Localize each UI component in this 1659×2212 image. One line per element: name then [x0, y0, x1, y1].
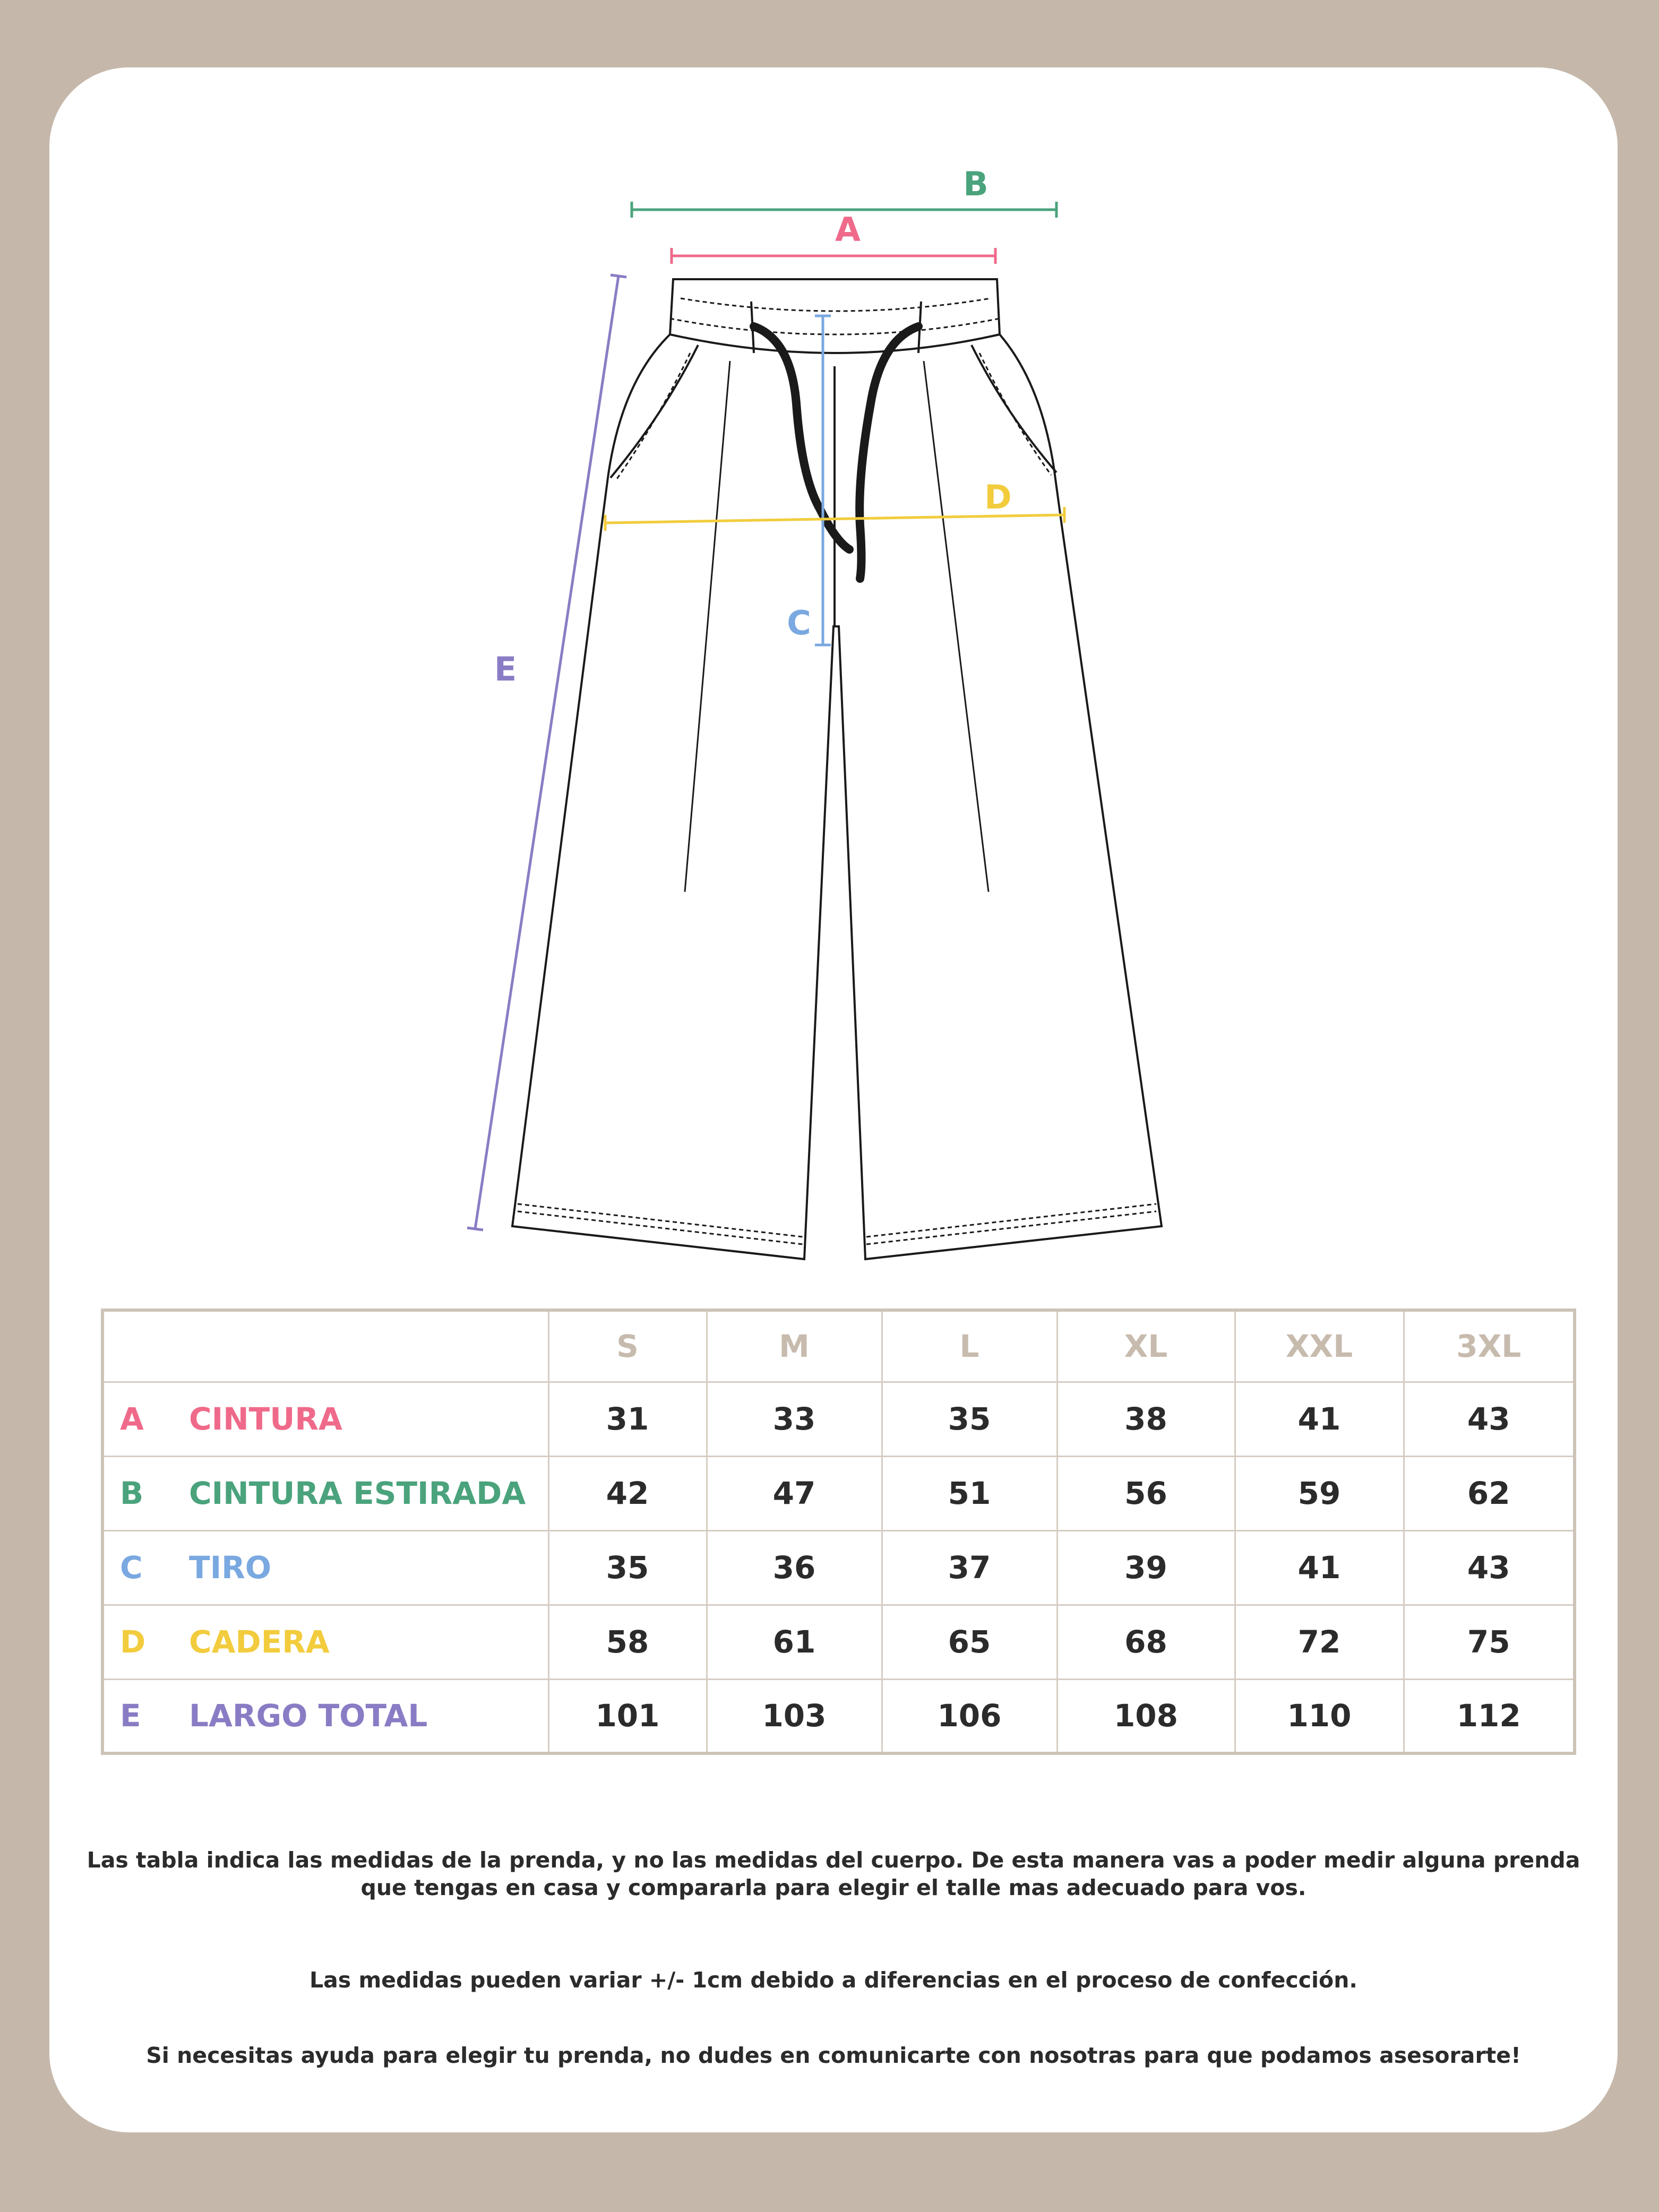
- value-cell: 35: [548, 1530, 707, 1605]
- measure-letter: E: [120, 1698, 141, 1734]
- value-cell: 36: [707, 1530, 882, 1605]
- table-corner: [102, 1310, 548, 1382]
- value-cell: 42: [548, 1456, 707, 1530]
- table-row: [102, 1605, 1575, 1679]
- value-cell: 41: [1235, 1382, 1404, 1456]
- label-b: B: [963, 165, 988, 203]
- value-cell: 38: [1057, 1382, 1235, 1456]
- value-cell: 33: [707, 1382, 882, 1456]
- measure-c-line: [815, 316, 831, 645]
- size-header: XL: [1057, 1310, 1235, 1382]
- table-row: [102, 1382, 1575, 1456]
- value-cell: 68: [1057, 1605, 1235, 1679]
- note-variation: Las medidas pueden variar +/- 1cm debido a diferencias en el proceso de confección.: [309, 1967, 1357, 1993]
- value-cell: 62: [1404, 1456, 1575, 1530]
- table-row: [102, 1456, 1575, 1530]
- value-cell: 75: [1404, 1605, 1575, 1679]
- measure-name-cell: [102, 1530, 548, 1605]
- drawstring: [754, 326, 918, 579]
- note-line: que tengas en casa y compararla para elegir el talle mas adecuado para vos.: [360, 1875, 1306, 1900]
- label-a: A: [835, 210, 861, 249]
- note-measurements: [49, 1846, 1618, 1901]
- measure-name: LARGO TOTAL: [189, 1698, 428, 1734]
- value-cell: 61: [707, 1605, 882, 1679]
- value-cell: 37: [882, 1530, 1057, 1605]
- table-header-row: [102, 1310, 1575, 1382]
- value-cell: 101: [548, 1679, 707, 1753]
- size-header: 3XL: [1404, 1310, 1575, 1382]
- value-cell: 65: [882, 1605, 1057, 1679]
- value-cell: 108: [1057, 1679, 1235, 1753]
- value-cell: 110: [1235, 1679, 1404, 1753]
- label-e: E: [494, 650, 517, 688]
- measure-e-line: [467, 275, 626, 1230]
- measure-name-cell: [102, 1382, 548, 1456]
- size-table: [101, 1309, 1576, 1755]
- measure-name-cell: [102, 1456, 548, 1530]
- size-header: XXL: [1235, 1310, 1404, 1382]
- measure-letter: B: [120, 1475, 144, 1511]
- measure-name-cell: [102, 1605, 548, 1679]
- measure-name: TIRO: [189, 1550, 272, 1586]
- value-cell: 39: [1057, 1530, 1235, 1605]
- value-cell: 106: [882, 1679, 1057, 1753]
- table-row: [102, 1679, 1575, 1753]
- value-cell: 31: [548, 1382, 707, 1456]
- size-header: S: [548, 1310, 707, 1382]
- size-header: L: [882, 1310, 1057, 1382]
- measure-letter: A: [120, 1401, 144, 1437]
- value-cell: 41: [1235, 1530, 1404, 1605]
- measure-letter: C: [120, 1550, 143, 1586]
- note-line: Las tabla indica las medidas de la prenda, y no las medidas del cuerpo. De esta manera vas a poder medir alguna prenda: [87, 1847, 1580, 1873]
- measure-name-cell: [102, 1679, 548, 1753]
- value-cell: 51: [882, 1456, 1057, 1530]
- note-help: Si necesitas ayuda para elegir tu prenda, no dudes en comunicarte con nosotras para que podamos asesorarte!: [146, 2043, 1521, 2068]
- pants-outline: [512, 279, 1162, 1259]
- measure-name: CINTURA: [189, 1401, 342, 1437]
- value-cell: 72: [1235, 1605, 1404, 1679]
- label-c: C: [787, 604, 811, 642]
- value-cell: 112: [1404, 1679, 1575, 1753]
- value-cell: 56: [1057, 1456, 1235, 1530]
- label-d: D: [984, 478, 1012, 517]
- value-cell: 35: [882, 1382, 1057, 1456]
- table-row: [102, 1530, 1575, 1605]
- measure-a-line: [672, 248, 995, 264]
- value-cell: 58: [548, 1605, 707, 1679]
- value-cell: 103: [707, 1679, 882, 1753]
- value-cell: 43: [1404, 1530, 1575, 1605]
- measure-name: CINTURA ESTIRADA: [189, 1475, 526, 1511]
- measure-name: CADERA: [189, 1624, 330, 1660]
- size-header: M: [707, 1310, 882, 1382]
- value-cell: 59: [1235, 1456, 1404, 1530]
- value-cell: 47: [707, 1456, 882, 1530]
- measure-letter: D: [120, 1624, 146, 1660]
- value-cell: 43: [1404, 1382, 1575, 1456]
